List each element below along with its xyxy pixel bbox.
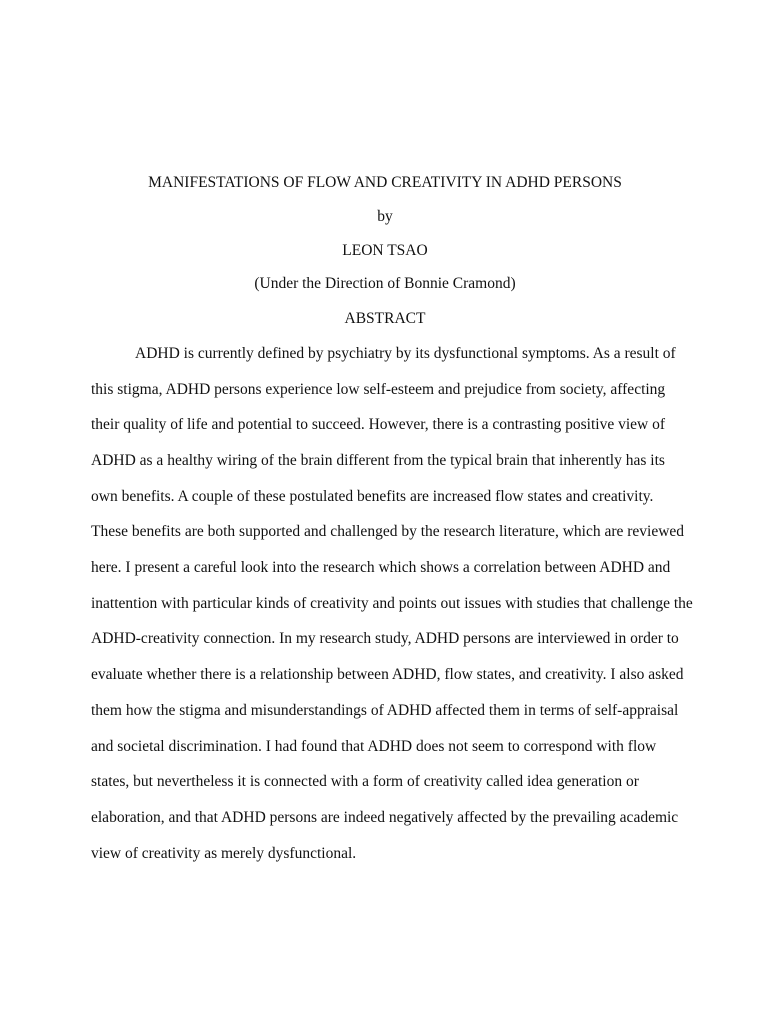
abstract-line: inattention with particular kinds of creativity and points out issues with studies that challenge the [91,595,693,612]
abstract-line: here. I present a careful look into the research which shows a correlation between ADHD and [91,559,671,576]
direction-note: (Under the Direction of Bonnie Cramond) [254,275,516,292]
abstract-heading: ABSTRACT [344,310,426,327]
abstract-line: their quality of life and potential to succeed. However, there is a contrasting positive view of [91,416,665,433]
abstract-line: and societal discrimination. I had found that ADHD does not seem to correspond with flow [91,738,657,755]
abstract-line: elaboration, and that ADHD persons are indeed negatively affected by the prevailing academic [91,809,679,826]
by-line: by [377,208,393,225]
abstract-line: evaluate whether there is a relationship between ADHD, flow states, and creativity. I also asked [91,666,684,683]
page-title: MANIFESTATIONS OF FLOW AND CREATIVITY IN ADHD PERSONS [148,174,622,191]
abstract-line: ADHD as a healthy wiring of the brain different from the typical brain that inherently has its [91,452,665,469]
abstract-line: states, but nevertheless it is connected with a form of creativity called idea generation or [91,773,639,790]
abstract-line: ADHD is currently defined by psychiatry by its dysfunctional symptoms. As a result of [135,345,676,362]
abstract-line: this stigma, ADHD persons experience low self-esteem and prejudice from society, affecting [91,381,666,398]
abstract-line: ADHD-creativity connection. In my research study, ADHD persons are interviewed in order to [91,630,679,647]
abstract-line: These benefits are both supported and challenged by the research literature, which are reviewed [91,523,685,540]
author-name: LEON TSAO [342,242,428,259]
abstract-line: view of creativity as merely dysfunctional. [91,845,357,862]
abstract-line: own benefits. A couple of these postulated benefits are increased flow states and creativity. [91,488,654,505]
abstract-line: them how the stigma and misunderstandings of ADHD affected them in terms of self-appraisal [91,702,679,719]
